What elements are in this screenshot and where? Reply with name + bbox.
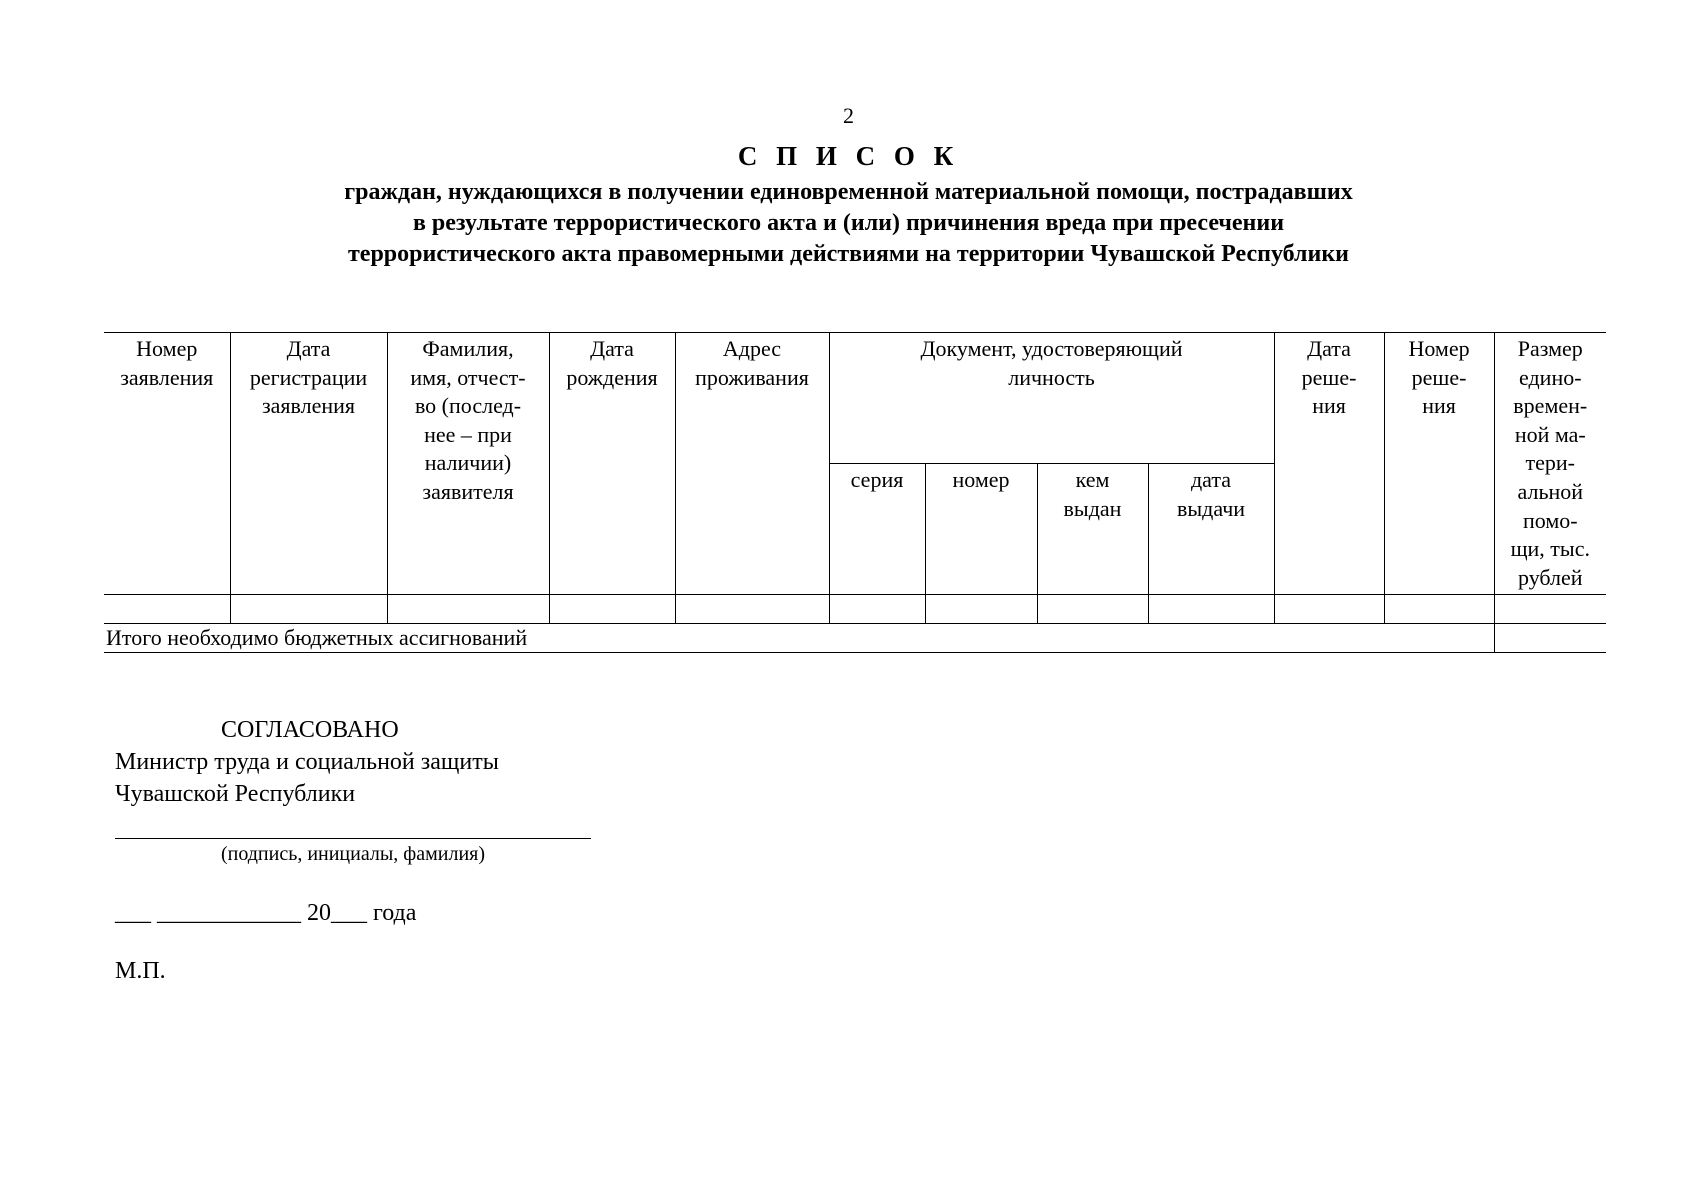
agreed-heading: СОГЛАСОВАНО — [221, 717, 399, 743]
approval-block — [115, 714, 499, 810]
header-identity-document: Документ, удостоверяющий личность — [829, 333, 1274, 464]
citizens-list-table — [104, 332, 1606, 653]
table-cell — [829, 595, 925, 624]
signature-caption: (подпись, инициалы, фамилия) — [220, 843, 486, 865]
header-application-number: Номер заявления — [104, 333, 230, 595]
table-cell — [925, 595, 1037, 624]
header-birth-date: Дата рождения — [549, 333, 675, 595]
table-cell — [1274, 595, 1384, 624]
table-cell — [1494, 595, 1606, 624]
total-amount-cell — [1494, 624, 1606, 653]
approver-region: Чувашской Республики — [115, 781, 356, 807]
table-cell — [1148, 595, 1274, 624]
subtitle-line: граждан, нуждающихся в получении единовременной материальной помощи, пострадавших — [344, 179, 1353, 205]
total-label: Итого необходимо бюджетных ассигнований — [104, 624, 1494, 653]
header-document-issue-date: дата выдачи — [1148, 464, 1274, 595]
header-registration-date: Дата регистрации заявления — [230, 333, 387, 595]
header-document-issued-by: кем выдан — [1037, 464, 1148, 595]
page-number: 2 — [843, 103, 854, 128]
header-decision-number: Номер реше- ния — [1384, 333, 1494, 595]
header-address: Адрес проживания — [675, 333, 829, 595]
document-title: С П И С О К — [737, 141, 960, 171]
subtitle-line: террористического акта правомерными действиями на территории Чувашской Республики — [348, 241, 1349, 267]
table-cell — [104, 595, 230, 624]
table-row — [104, 595, 1606, 624]
approver-position: Министр труда и социальной защиты — [115, 749, 499, 775]
table-cell — [1037, 595, 1148, 624]
subtitle-line: в результате террористического акта и (или) причинения вреда при пресечении — [412, 210, 1285, 236]
header-full-name: Фамилия, имя, отчест- во (послед- нее – при наличии) заявителя — [387, 333, 549, 595]
table-cell — [1384, 595, 1494, 624]
header-decision-date: Дата реше- ния — [1274, 333, 1384, 595]
document-subtitle — [0, 177, 1697, 270]
signature-line — [115, 838, 591, 839]
total-row — [104, 624, 1606, 653]
date-line: ___ ____________ 20___ года — [115, 900, 417, 926]
table-cell — [675, 595, 829, 624]
stamp-placeholder: М.П. — [115, 958, 166, 984]
table-cell — [230, 595, 387, 624]
table-cell — [549, 595, 675, 624]
header-document-series: серия — [829, 464, 925, 595]
header-document-number: номер — [925, 464, 1037, 595]
header-aid-amount: Размер едино- времен- ной ма- тери- альной помо- щи, тыс. рублей — [1494, 333, 1606, 595]
table-cell — [387, 595, 549, 624]
